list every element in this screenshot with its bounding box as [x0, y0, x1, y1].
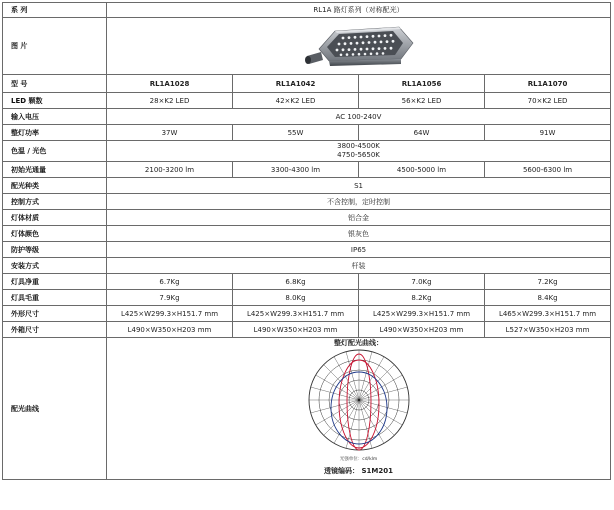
net-weight-value: 6.7Kg [107, 274, 233, 290]
body-color-value: 银灰色 [107, 226, 611, 242]
label-model: 型 号 [3, 75, 107, 93]
row-curve [3, 338, 611, 480]
label-distribution-type: 配光种类 [3, 178, 107, 194]
gross-weight-value: 7.9Kg [107, 290, 233, 306]
polar-spoke [334, 400, 359, 443]
label-cct: 色温 / 光色 [3, 141, 107, 162]
polar-spoke [315, 400, 358, 425]
curve-cell [107, 338, 611, 480]
dimension-value: L425×W299.3×H151.7 mm [107, 306, 233, 322]
label-power: 整灯功率 [3, 125, 107, 141]
ip-value: IP65 [107, 242, 611, 258]
power-value: 37W [107, 125, 233, 141]
row-body-color [3, 226, 611, 242]
row-flux [3, 162, 611, 178]
row-photo [3, 18, 611, 75]
label-control: 控制方式 [3, 194, 107, 210]
label-dimension: 外形尺寸 [3, 306, 107, 322]
series-title: RL1A 路灯系列（对称配光） [107, 3, 611, 18]
label-ip: 防护等级 [3, 242, 107, 258]
label-install: 安装方式 [3, 258, 107, 274]
flux-value: 2100-3200 lm [107, 162, 233, 178]
curve-title: 整灯配光曲线： [334, 339, 384, 347]
gross-weight-value: 8.2Kg [359, 290, 485, 306]
flux-value: 4500-5000 lm [359, 162, 485, 178]
row-distribution-type [3, 178, 611, 194]
label-series: 系 列 [3, 3, 107, 18]
polar-spoke [323, 400, 358, 435]
photo-cell [107, 18, 611, 75]
package-value: L490×W350×H203 mm [107, 322, 233, 338]
polar-spoke [359, 400, 402, 425]
lens-code: 透镜编码： S1M201 [324, 467, 393, 475]
model-value: RL1A1042 [233, 75, 359, 93]
label-voltage: 输入电压 [3, 109, 107, 125]
polar-spoke [334, 357, 359, 400]
polar-spoke [359, 357, 384, 400]
polar-spoke [310, 400, 358, 413]
label-led: LED 颗数 [3, 93, 107, 109]
polar-spoke [315, 375, 358, 400]
row-dimension [3, 306, 611, 322]
row-gross-weight [3, 290, 611, 306]
curve-wrap [234, 338, 484, 479]
dimension-value: L425×W299.3×H151.7 mm [359, 306, 485, 322]
polar-spoke [359, 400, 384, 443]
model-value: RL1A1028 [107, 75, 233, 93]
label-gross-weight: 灯具毛重 [3, 290, 107, 306]
row-power [3, 125, 611, 141]
polar-spoke [359, 352, 372, 400]
polar-spoke [359, 375, 402, 400]
led-value: 42×K2 LED [233, 93, 359, 109]
label-material: 灯体材质 [3, 210, 107, 226]
spec-table [2, 2, 611, 480]
cct-value [107, 141, 611, 162]
package-value: L490×W350×H203 mm [359, 322, 485, 338]
label-curve: 配光曲线 [3, 338, 107, 480]
row-package [3, 322, 611, 338]
label-photo: 图 片 [3, 18, 107, 75]
power-value: 55W [233, 125, 359, 141]
gross-weight-value: 8.4Kg [485, 290, 611, 306]
model-value: RL1A1056 [359, 75, 485, 93]
gross-weight-value: 8.0Kg [233, 290, 359, 306]
row-cct [3, 141, 611, 162]
voltage-value: AC 100-240V [107, 109, 611, 125]
row-material [3, 210, 611, 226]
label-net-weight: 灯具净重 [3, 274, 107, 290]
row-model [3, 75, 611, 93]
row-install [3, 258, 611, 274]
net-weight-value: 7.2Kg [485, 274, 611, 290]
package-value: L490×W350×H203 mm [233, 322, 359, 338]
polar-spoke [359, 400, 394, 435]
row-net-weight [3, 274, 611, 290]
row-series [3, 3, 611, 18]
polar-spoke [359, 400, 407, 413]
material-value: 铝合金 [107, 210, 611, 226]
row-led [3, 93, 611, 109]
row-voltage [3, 109, 611, 125]
spec-sheet [2, 2, 611, 480]
control-value: 不含控制，定时控制 [107, 194, 611, 210]
package-value: L527×W350×H203 mm [485, 322, 611, 338]
label-flux: 初始光通量 [3, 162, 107, 178]
model-value: RL1A1070 [485, 75, 611, 93]
street-light-photo [303, 23, 415, 69]
dimension-value: L465×W299.3×H151.7 mm [485, 306, 611, 322]
power-value: 64W [359, 125, 485, 141]
flux-value: 5600-6300 lm [485, 162, 611, 178]
led-value: 56×K2 LED [359, 93, 485, 109]
row-control [3, 194, 611, 210]
led-value: 70×K2 LED [485, 93, 611, 109]
polar-spoke [346, 352, 359, 400]
row-ip [3, 242, 611, 258]
net-weight-value: 7.0Kg [359, 274, 485, 290]
net-weight-value: 6.8Kg [233, 274, 359, 290]
cct-value-1: 3800-4500K [337, 142, 380, 150]
install-value: 杆装 [107, 258, 611, 274]
label-package: 外箱尺寸 [3, 322, 107, 338]
curve-unit: 光强单位：cd/klm [339, 457, 378, 462]
led-value: 28×K2 LED [107, 93, 233, 109]
power-value: 91W [485, 125, 611, 141]
distribution-type-value: S1 [107, 178, 611, 194]
dimension-value: L425×W299.3×H151.7 mm [233, 306, 359, 322]
cct-value-2: 4750-5650K [337, 151, 380, 159]
flux-value: 3300-4300 lm [233, 162, 359, 178]
label-body-color: 灯体颜色 [3, 226, 107, 242]
polar-distribution-diagram [285, 346, 433, 456]
polar-center-dot [357, 399, 359, 401]
